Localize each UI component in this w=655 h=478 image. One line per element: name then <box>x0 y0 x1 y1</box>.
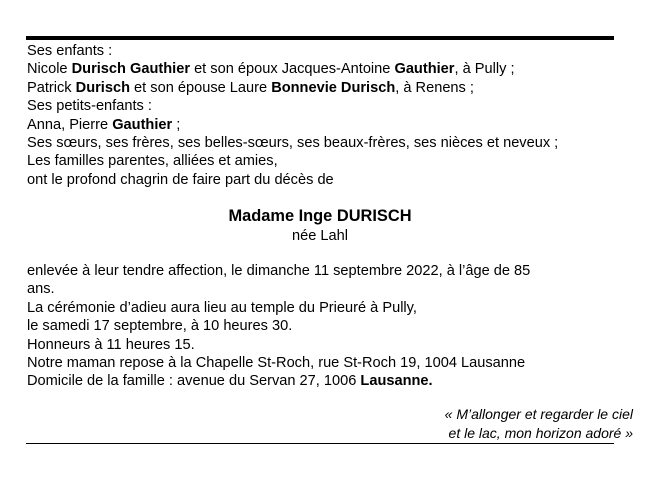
child-line-patrick <box>27 79 617 97</box>
child2-spouse-surname: Bonnevie Durisch <box>271 79 396 96</box>
service-details <box>27 262 617 391</box>
child2-mid: et son épouse Laure <box>130 79 272 96</box>
grandchildren-heading: Ses petits-enfants : <box>27 98 152 115</box>
children-heading: Ses enfants : <box>27 43 113 59</box>
ceremony-line-1: La cérémonie d’adieu aura lieu au temple du Prieuré à Pully, <box>27 299 417 316</box>
death-line-1: enlevée à leur tendre affection, le dimanche 11 septembre 2022, à l’âge de 85 <box>27 263 531 279</box>
quote-line-1: « M’allonger et regarder le ciel <box>444 406 633 422</box>
ceremony-line-2: le samedi 17 septembre, à 10 heures 30. <box>27 318 293 335</box>
bottom-rule <box>26 443 614 444</box>
child1-place: , à Pully ; <box>454 61 515 78</box>
grandchildren-names: Anna, Pierre <box>27 116 113 133</box>
home-city: Lausanne. <box>360 373 433 390</box>
child1-first: Nicole <box>27 61 72 78</box>
grandchildren-surname: Gauthier <box>112 116 173 133</box>
grandchildren-line <box>27 116 617 134</box>
child1-spouse-surname: Gauthier <box>394 61 455 78</box>
top-rule <box>26 36 614 40</box>
death-line-2: ans. <box>27 281 55 298</box>
quote-line-2: et le lac, mon horizon adoré » <box>448 424 633 441</box>
honors-line: Honneurs à 11 heures 15. <box>27 336 195 353</box>
child2-surname: Durisch <box>75 79 130 96</box>
child1-surname: Durisch Gauthier <box>71 61 191 78</box>
child1-mid: et son époux Jacques-Antoine <box>190 61 395 78</box>
relatives-line: Les familles parentes, alliées et amies, <box>27 153 278 170</box>
maiden-name: née Lahl <box>292 228 348 244</box>
child2-first: Patrick <box>27 79 76 96</box>
grandchildren-end: ; <box>172 116 181 133</box>
family-list <box>27 42 617 189</box>
home-line <box>27 372 617 390</box>
rest-line: Notre maman repose à la Chapelle St-Roch, rue St-Roch 19, 1004 Lausanne <box>27 355 526 372</box>
announcement-line: ont le profond chagrin de faire part du décès de <box>27 171 334 188</box>
deceased-name: Madame Inge DURISCH <box>228 207 412 225</box>
child-line-nicole <box>27 60 617 78</box>
siblings-line: Ses sœurs, ses frères, ses belles-sœurs, ses beaux-frères, ses nièces et neveux ; <box>27 135 559 152</box>
closing-quote <box>445 405 633 442</box>
home-prefix: Domicile de la famille : avenue du Servan 27, 1006 <box>27 373 361 390</box>
child2-place: , à Renens ; <box>395 79 474 96</box>
